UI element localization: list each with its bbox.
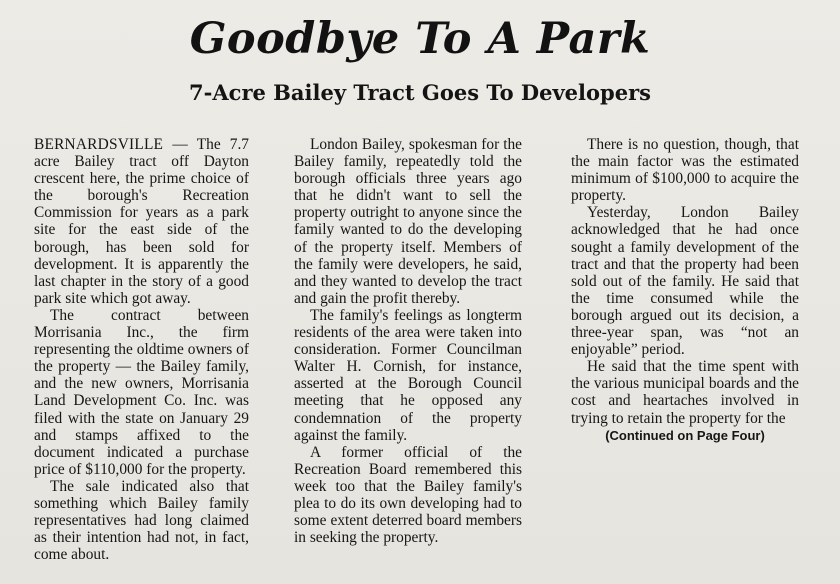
article-paragraph: The family's feelings as longterm residents of the area were taken into consideration. Former Councilman Walter H. Cornish, for instance, asserted at the Borough Council meeting that he opposed any condemnation of the property against the family. <box>294 306 522 444</box>
headline: Goodbye To A Park <box>189 14 651 64</box>
article-paragraph: Yesterday, London Bailey acknowledged that he had once sought a family development of the tract and that the property had been sold out of the family. He said that the time consumed while the borough argued out its decision, a three-year span, was “not an enjoyable” period. <box>571 204 799 359</box>
column-1 <box>34 136 249 576</box>
dateline: BERNARDSVILLE — <box>34 136 188 153</box>
article-paragraph: London Bailey, spokesman for the Bailey family, repeatedly told the borough officials three years ago that he didn't want to sell the property outright to anyone since the family wanted to do the developing of the property itself. Members of the family were developers, he said, and they wanted to develop the tract and gain the profit thereby. <box>294 136 522 307</box>
article-paragraph <box>34 136 249 307</box>
article-paragraph: There is no question, though, that the main factor was the estimated minimum of $100,000 to acquire the property. <box>571 136 799 205</box>
column-2 <box>294 136 522 576</box>
paragraph-text: The 7.7 acre Bailey tract off Dayton crescent here, the prime choice of the borough's Recreation Commission for years as a park site for the east side of the borough, has been sold for development. It is apparently the last chapter in the story of a good park site which got away. <box>34 136 249 307</box>
article-paragraph: He said that the time spent with the various municipal boards and the cost and heartaches involved in trying to retain the property for the <box>571 358 799 427</box>
article-paragraph: The sale indicated also that something which Bailey family representatives had long claimed as their intention had not, in fact, come about. <box>34 477 249 564</box>
continuation-note: (Continued on Page Four) <box>605 427 765 443</box>
subheadline: 7-Acre Bailey Tract Goes To Developers <box>189 80 651 105</box>
article-paragraph: The contract between Morrisania Inc., the firm representing the oldtime owners of the property — the Bailey family, and the new owners, Morrisania Land Development Co. Inc. was filed with the state on January 29 and stamps affixed to the document indicated a purchase price of $110,000 for the property. <box>34 306 249 478</box>
article-paragraph: A former official of the Recreation Board remembered this week too that the Bailey family's plea to do its own developing had to some extent deterred board members in seeking the property. <box>294 443 522 547</box>
column-3 <box>571 136 799 576</box>
